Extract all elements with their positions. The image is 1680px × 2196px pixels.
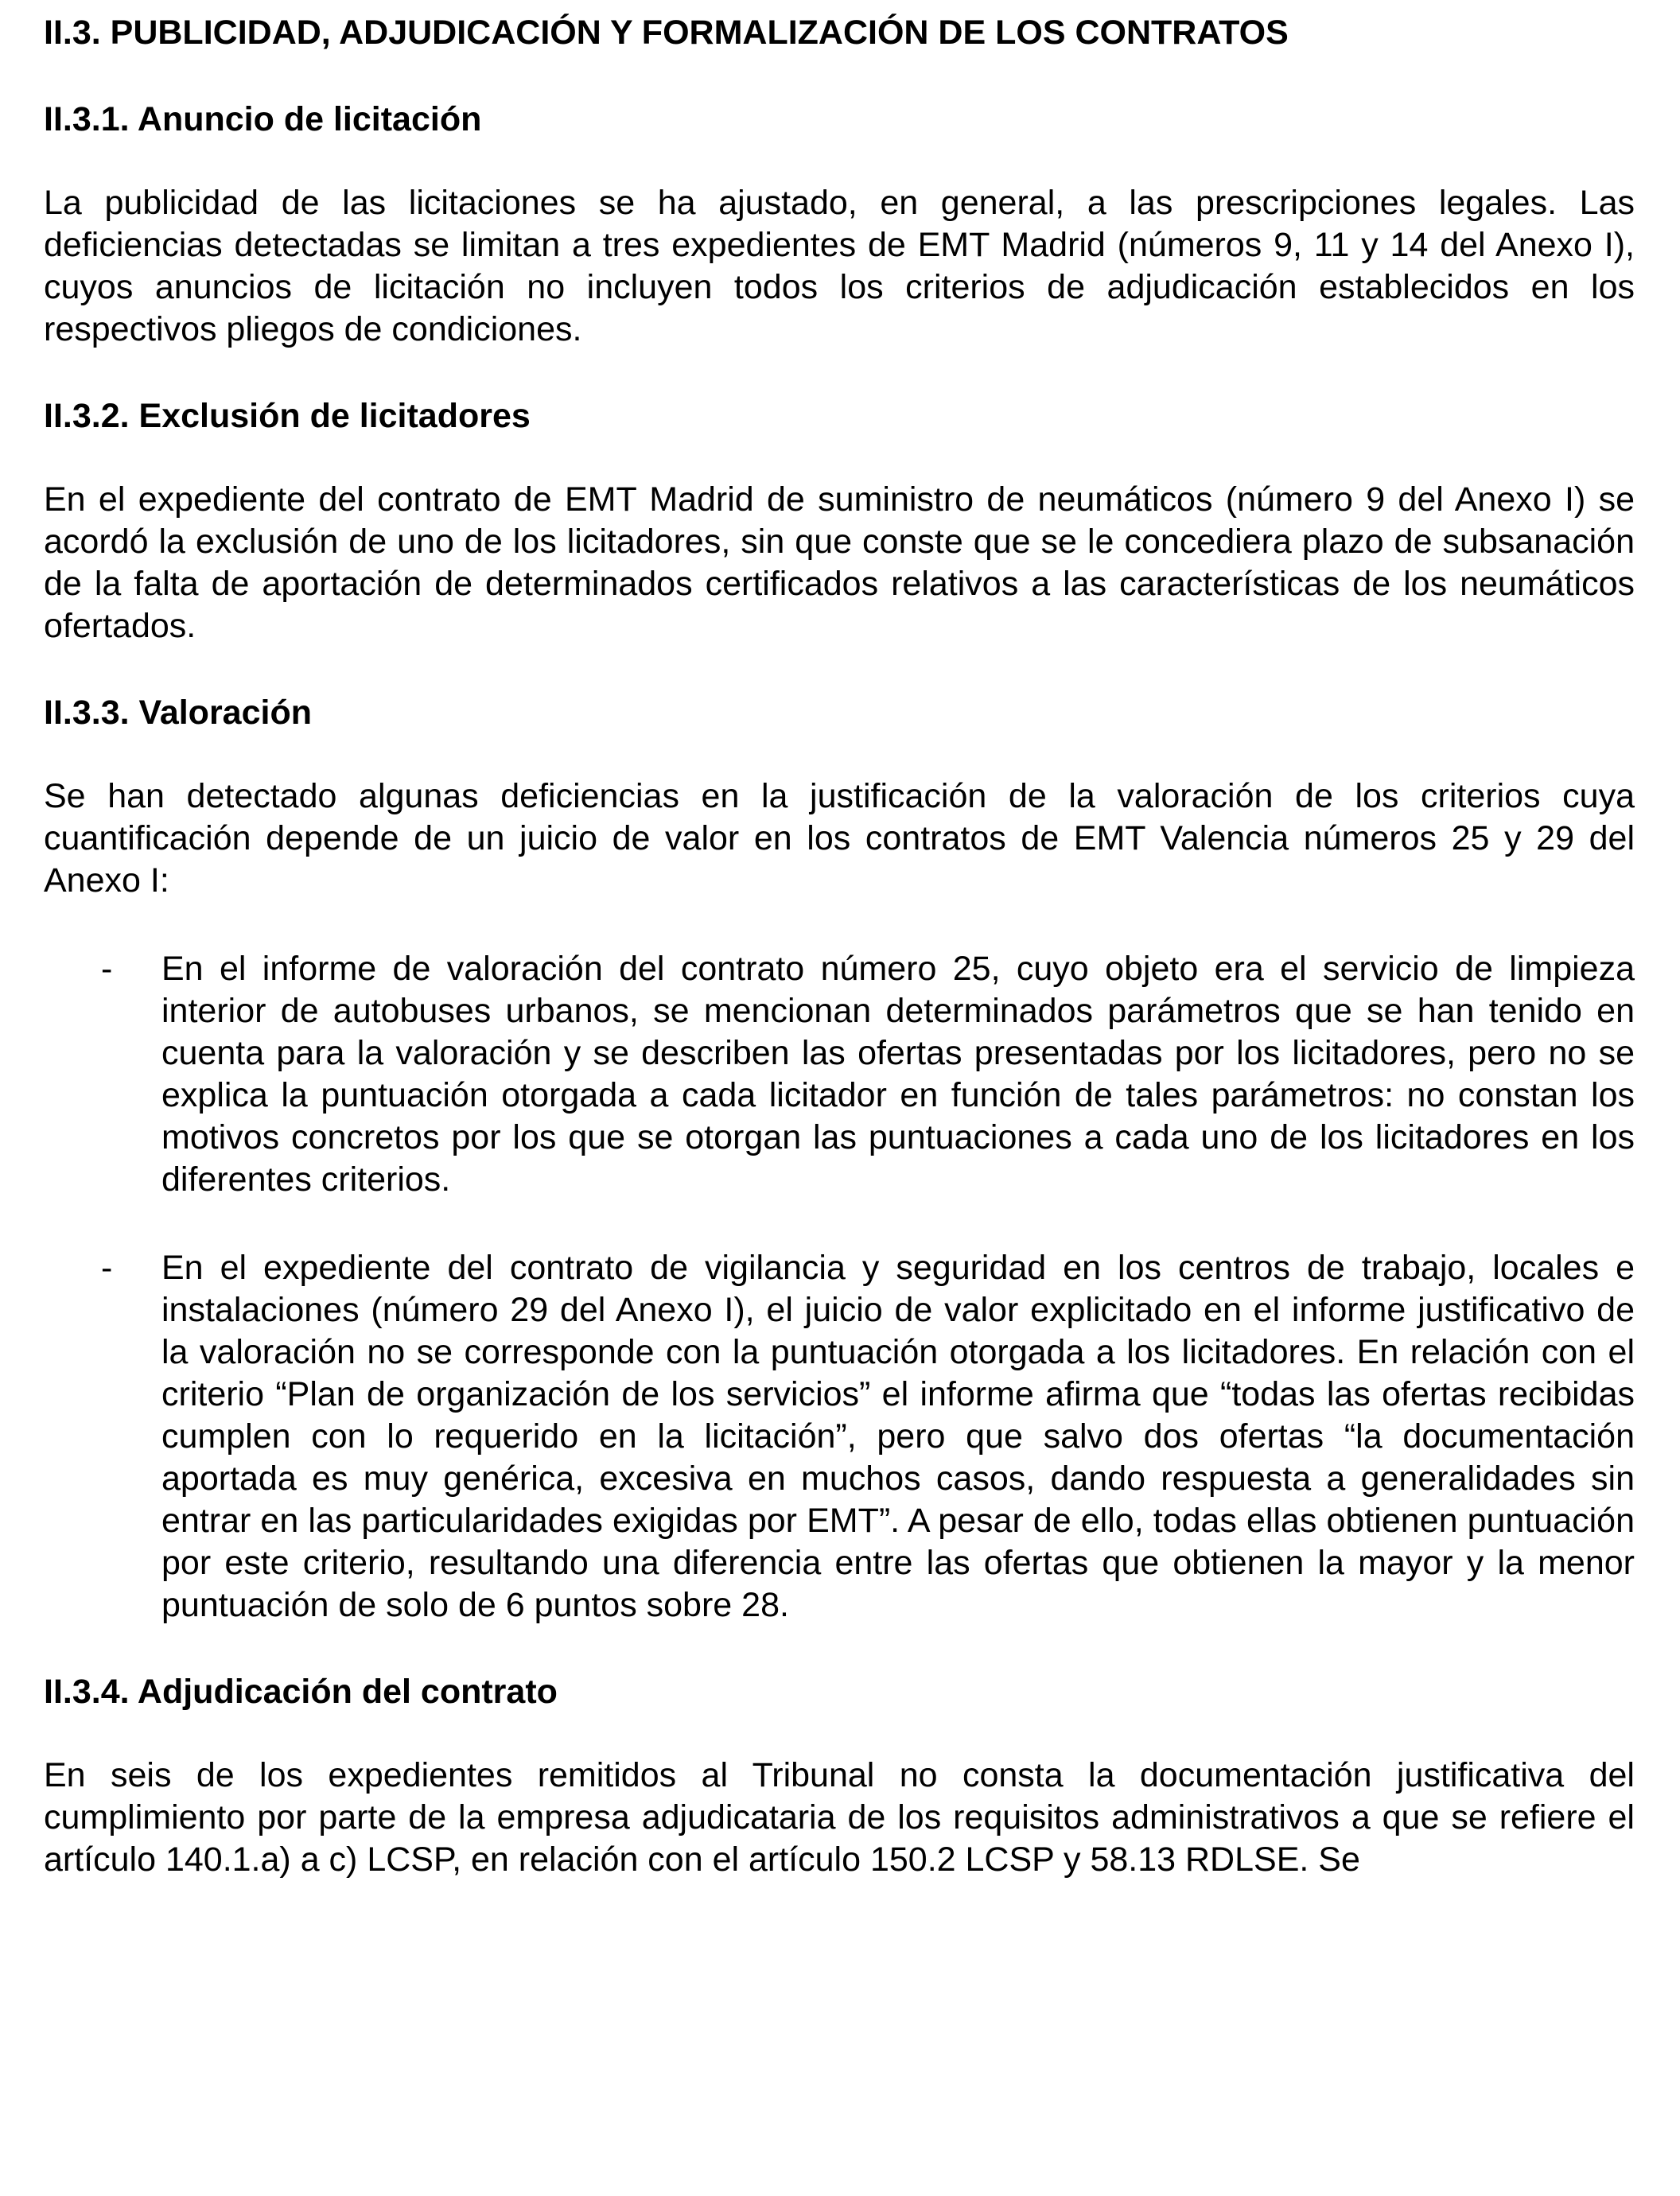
paragraph-exclusion: En el expediente del contrato de EMT Madrid de suministro de neumáticos (número 9 del Anexo I) se acordó la exclusión de uno de los licitadores, sin que conste que se le concediera plazo de subsanación de la falta de aportación de determinados certificados relativos a las características de los neumáticos ofertados.	[44, 480, 1635, 645]
paragraph-adjudicacion: En seis de los expedientes remitidos al Tribunal no consta la documentación justificativa del cumplimiento por parte de la empresa adjudicataria de los requisitos administrativos a que se refiere el artículo 140.1.a) a c) LCSP, en relación con el artículo 150.2 LCSP y 58.13 RDLSE. Se	[44, 1756, 1635, 1879]
bullet-marker: -	[101, 1249, 113, 1287]
list-item	[44, 948, 1635, 1201]
bullet-marker: -	[101, 950, 113, 988]
bullet-text: En el expediente del contrato de vigilancia y seguridad en los centros de trabajo, locales e instalaciones (número 29 del Anexo I), el juicio de valor explicitado en el informe justificativo de la valoración no se corresponde con la puntuación otorgada a los licitadores. En relación con el criterio “Plan de organización de los servicios” el informe afirma que “todas las ofertas recibidas cumplen con lo requerido en la licitación”, pero que salvo dos ofertas “la documentación aportada es muy genérica, excesiva en muchos casos, dando respuesta a generalidades sin entrar en las particularidades exigidas por EMT”. A pesar de ello, todas ellas obtienen puntuación por este criterio, resultando una diferencia entre las ofertas que obtienen la mayor y la menor puntuación de solo de 6 puntos sobre 28.	[161, 1249, 1635, 1624]
subsection-heading-anuncio: II.3.1. Anuncio de licitación	[44, 100, 482, 138]
subsection-heading-adjudicacion: II.3.4. Adjudicación del contrato	[44, 1673, 558, 1711]
list-item	[44, 1247, 1635, 1627]
paragraph-valoracion: Se han detectado algunas deficiencias en la justificación de la valoración de los criterios cuya cuantificación depende de un juicio de valor en los contratos de EMT Valencia números 25 y 29 del Anexo I:	[44, 777, 1635, 900]
document-page	[44, 0, 1635, 1881]
subsection-heading-valoracion: II.3.3. Valoración	[44, 694, 312, 732]
subsection-heading-exclusion: II.3.2. Exclusión de licitadores	[44, 397, 531, 435]
paragraph-anuncio: La publicidad de las licitaciones se ha ajustado, en general, a las prescripciones legales. Las deficiencias detectadas se limitan a tres expedientes de EMT Madrid (números 9, 11 y 14 del Anexo I), cuyos anuncios de licitación no incluyen todos los criterios de adjudicación establecidos en los respectivos pliegos de condiciones.	[44, 184, 1635, 348]
bullet-text: En el informe de valoración del contrato número 25, cuyo objeto era el servicio de limpieza interior de autobuses urbanos, se mencionan determinados parámetros que se han tenido en cuenta para la valoración y se describen las ofertas presentadas por los licitadores, pero no se explica la puntuación otorgada a cada licitador en función de tales parámetros: no constan los motivos concretos por los que se otorgan las puntuaciones a cada uno de los licitadores en los diferentes criterios.	[161, 950, 1635, 1199]
section-title: II.3. PUBLICIDAD, ADJUDICACIÓN Y FORMALIZACIÓN DE LOS CONTRATOS	[44, 14, 1289, 52]
